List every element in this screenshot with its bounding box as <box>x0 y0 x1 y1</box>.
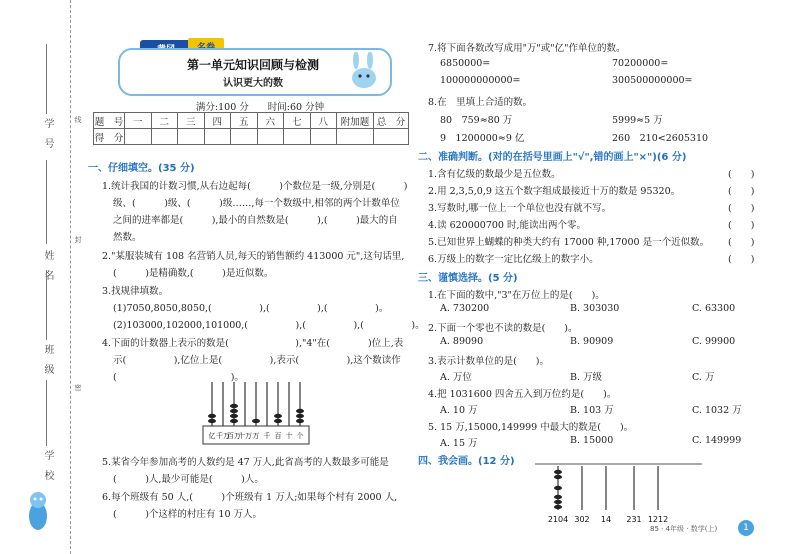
abacus-label: 十万 <box>238 432 252 440</box>
fill-item: 5999≈5 万 <box>612 115 663 126</box>
abacus-bead <box>296 414 304 418</box>
score-cell: 总 分 <box>374 113 409 129</box>
class-field[interactable] <box>46 270 47 340</box>
abacus-bead <box>252 419 260 423</box>
score-input[interactable] <box>231 129 258 145</box>
name-field[interactable] <box>46 160 47 244</box>
judge-item: 6.万级上的数字一定比亿级上的数字小。 <box>428 254 599 265</box>
section-fill-blank: 一、仔细填空。(35 分) <box>88 163 195 174</box>
score-cell: 一 <box>125 113 152 129</box>
rabbit-icon <box>344 52 384 90</box>
score-cell: 三 <box>178 113 205 129</box>
question-line: 之间的进率都是( ),最小的自然数是( ),( )最大的自 <box>113 215 398 226</box>
convert-item: 6850000= <box>440 58 491 69</box>
choice-option[interactable]: C. 149999 <box>692 435 742 446</box>
choice-option[interactable]: B. 103 万 <box>570 405 614 416</box>
choice-question: 5. 15 万,15000,149999 中最大的数是( )。 <box>428 422 634 433</box>
score-input[interactable] <box>151 129 178 145</box>
score-input[interactable] <box>310 129 337 145</box>
question-line: 级、( )级、( )级……,每一个数级中,相邻的两个计数单位 <box>113 198 400 209</box>
answer-paren[interactable]: ( ) <box>728 203 755 214</box>
convert-item: 100000000000= <box>440 75 521 86</box>
abacus-label: 千万 <box>216 432 230 440</box>
draw-label: 231 <box>626 515 642 524</box>
score-input[interactable] <box>374 129 409 145</box>
choice-question: 4.把 1031600 四舍五入到万位约是( )。 <box>428 389 617 400</box>
question-line: (1)7050,8050,8050,( ),( ),( )。 <box>113 303 389 314</box>
answer-paren[interactable]: ( ) <box>728 169 755 180</box>
mascot-icon <box>22 488 54 534</box>
abacus-bead <box>296 419 304 423</box>
question-line: 6.每个班级有 50 人,( )个班级有 1 万人;如果每个村有 2000 人, <box>102 492 398 503</box>
abacus-bead <box>296 409 304 413</box>
binding-strip <box>0 0 82 554</box>
student-id-field[interactable] <box>46 44 47 114</box>
score-row-label: 得 分 <box>94 129 125 145</box>
school-field[interactable] <box>46 380 47 446</box>
choice-option[interactable]: A. 10 万 <box>440 405 478 416</box>
question-line: 1.统计我国的计数习惯,从右边起每( )个数位是一级,分别是( ) <box>102 181 408 192</box>
question-line: 3.找规律填数。 <box>102 286 169 297</box>
abacus-bead <box>230 419 238 423</box>
draw-bead <box>554 500 562 504</box>
draw-label: 14 <box>600 515 612 524</box>
question-line: 7.将下面各数改写成用"万"或"亿"作单位的数。 <box>428 43 626 54</box>
question-line: 然数。 <box>113 232 142 243</box>
name-label: 姓 名 <box>42 250 53 280</box>
score-cell: 题 号 <box>94 113 125 129</box>
abacus-label: 个 <box>296 432 304 440</box>
question-line: 4.下面的计数器上表示的数是( ),"4"在( )位上,表 <box>102 338 404 349</box>
abacus-label: 千 <box>263 432 271 440</box>
fill-item: 260 210<2605310 <box>612 133 709 144</box>
page-title: 第一单元知识回顾与检测 <box>186 58 319 72</box>
score-input[interactable] <box>204 129 231 145</box>
score-header-row <box>94 113 409 129</box>
section-draw: 四、我会画。(12 分) <box>418 456 515 467</box>
fill-item: 80 759≈80 万 <box>440 115 513 126</box>
answer-paren[interactable]: ( ) <box>728 186 755 197</box>
answer-paren[interactable]: ( ) <box>728 220 755 231</box>
school-label: 学 校 <box>42 450 53 480</box>
draw-bead <box>554 475 562 479</box>
judge-item: 3.写数时,哪一位上一个单位也没有就不写。 <box>428 203 612 214</box>
cut-mark-seal: 封 <box>74 236 82 243</box>
choice-option[interactable]: C. 万 <box>692 372 715 383</box>
abacus-bead <box>208 414 216 418</box>
score-cell: 六 <box>257 113 284 129</box>
abacus-bead <box>274 419 282 423</box>
section-choice: 三、谨慎选择。(5 分) <box>418 273 518 284</box>
exam-meta: 满分:100 分 时间:60 分钟 <box>195 102 325 113</box>
abacus-diagram <box>200 376 312 446</box>
score-cell: 八 <box>310 113 337 129</box>
question-line: ( )。 <box>113 372 244 383</box>
question-line: 5.某省今年参加高考的人数约是 47 万人,此省高考的人数最多可能是 <box>102 457 389 468</box>
page-code: 85 · 4年级 · 数学(上) <box>650 525 718 533</box>
draw-label: 1212 <box>647 515 669 524</box>
question-line: 2."某服装城有 108 名营销人员,每天的销售额约 413000 元",这句话里, <box>102 251 405 262</box>
choice-option[interactable]: C. 63300 <box>692 303 736 314</box>
choice-option[interactable]: B. 303030 <box>570 303 620 314</box>
draw-bead <box>554 470 562 474</box>
answer-paren[interactable]: ( ) <box>728 254 755 265</box>
draw-bead <box>554 505 562 509</box>
question-line: 示( ),亿位上是( ),表示( ),这个数读作 <box>113 355 401 366</box>
abacus-bead <box>230 404 238 408</box>
cut-mark-line: 线 <box>74 116 82 123</box>
choice-question: 1.在下面的数中,"3"在万位上的是( )。 <box>428 290 605 301</box>
abacus-label: 百 <box>274 432 282 440</box>
score-input[interactable] <box>125 129 152 145</box>
judge-item: 5.已知世界上蝴蝶的种类大约有 17000 种,17000 是一个近似数。 <box>428 237 710 248</box>
choice-question: 3.表示计数单位的是( )。 <box>428 356 549 367</box>
score-cell: 七 <box>284 113 311 129</box>
score-table <box>93 112 409 145</box>
question-line: (2)103000,102000,101000,( ),( ),( )。 <box>113 320 425 331</box>
abacus-bead <box>230 409 238 413</box>
abacus-bead <box>230 414 238 418</box>
choice-option[interactable]: B. 万级 <box>570 372 603 383</box>
question-line: ( )人,最少可能是( )人。 <box>113 474 264 485</box>
score-cell: 二 <box>151 113 178 129</box>
draw-bead <box>554 495 562 499</box>
choice-option[interactable]: C. 99900 <box>692 336 736 347</box>
choice-option[interactable]: B. 90909 <box>570 336 614 347</box>
judge-item: 2.用 2,3,5,0,9 这五个数字组成最接近十万的数是 95320。 <box>428 186 681 197</box>
abacus-label: 亿 <box>208 432 216 440</box>
answer-paren[interactable]: ( ) <box>728 237 755 248</box>
choice-option[interactable]: B. 15000 <box>570 435 614 446</box>
choice-option[interactable]: A. 89090 <box>440 336 484 347</box>
score-input[interactable] <box>284 129 311 145</box>
abacus-label: 百万 <box>227 432 241 440</box>
student-id-label: 学 号 <box>42 118 53 148</box>
cut-mark-close: 密 <box>74 384 82 391</box>
score-cell: 四 <box>204 113 231 129</box>
score-value-row <box>94 129 409 145</box>
convert-item: 70200000= <box>612 58 669 69</box>
judge-item: 4.读 620000700 时,能读出两个零。 <box>428 220 587 231</box>
score-cell: 五 <box>231 113 258 129</box>
section-judge: 二、准确判断。(对的在括号里画上"√",错的画上"×")(6 分) <box>418 152 687 163</box>
score-input[interactable] <box>178 129 205 145</box>
fill-item: 9 1200000≈9 亿 <box>440 133 525 144</box>
cut-line <box>70 0 71 554</box>
page-subtitle: 认识更大的数 <box>223 78 283 89</box>
question-line: ( )个这样的村庄有 10 万人。 <box>113 509 263 520</box>
question-line: ( )是精确数,( )是近似数。 <box>113 268 274 279</box>
abacus-label: 十 <box>285 432 293 440</box>
draw-label: 2104 <box>547 515 569 524</box>
choice-question: 2.下面一个零也不读的数是( )。 <box>428 323 578 334</box>
draw-abacus <box>530 452 710 526</box>
abacus-bead <box>208 419 216 423</box>
choice-option[interactable]: A. 15 万 <box>440 438 478 449</box>
choice-option[interactable]: C. 1032 万 <box>692 405 742 416</box>
draw-label: 302 <box>574 515 590 524</box>
score-input[interactable] <box>337 129 374 145</box>
judge-item: 1.含有亿级的数最少是五位数。 <box>428 169 561 180</box>
convert-item: 300500000000= <box>612 75 693 86</box>
choice-option[interactable]: A. 万位 <box>440 372 472 383</box>
draw-bead <box>554 486 562 490</box>
class-label: 班 级 <box>42 344 53 374</box>
score-cell: 附加题 <box>337 113 374 129</box>
page-number: 1 <box>738 520 754 536</box>
score-input[interactable] <box>257 129 284 145</box>
abacus-bead <box>274 414 282 418</box>
choice-option[interactable]: A. 730200 <box>440 303 490 314</box>
abacus-label: 万 <box>252 432 260 440</box>
question-line: 8.在 里填上合适的数。 <box>428 97 533 108</box>
